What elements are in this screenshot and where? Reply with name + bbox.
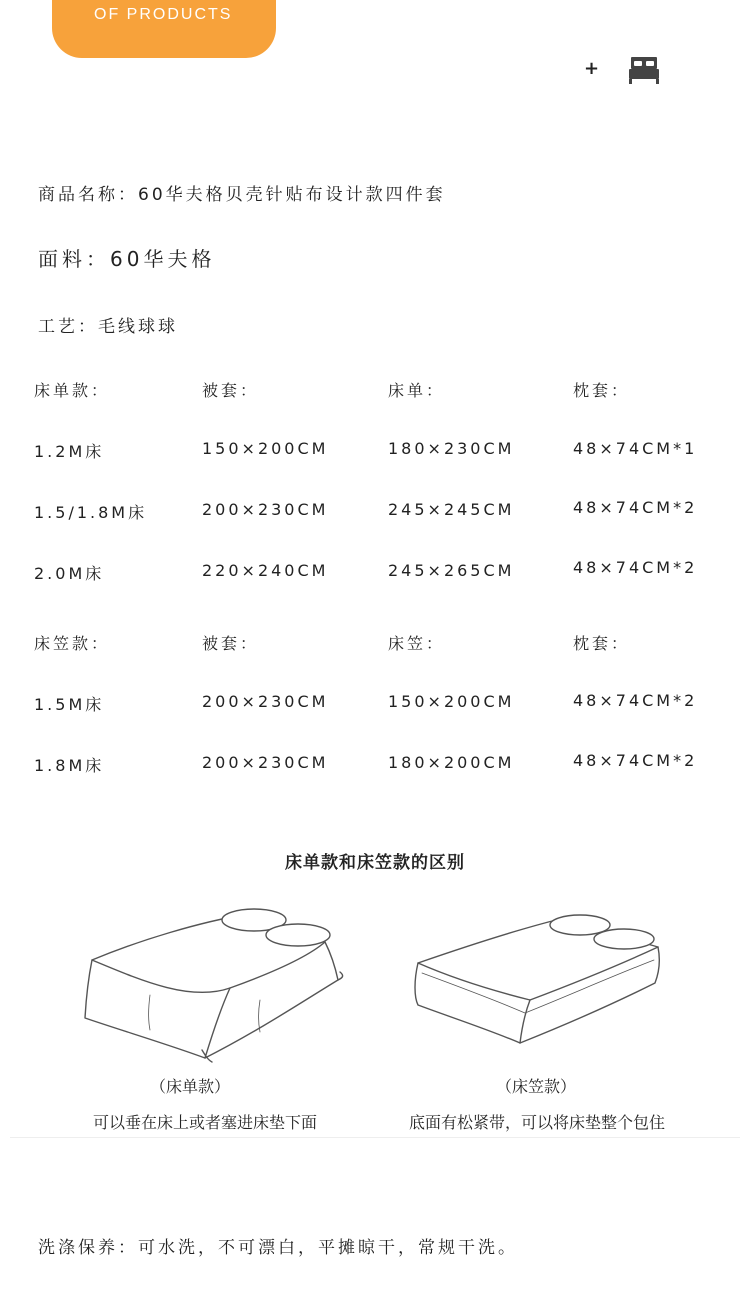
table-cell: 200×230CM	[202, 692, 329, 711]
table-header: 被套：	[202, 381, 260, 400]
table-cell: 2.0M床	[34, 564, 105, 583]
table-cell: 220×240CM	[202, 561, 329, 580]
table-cell: 48×74CM*2	[573, 558, 698, 577]
table-header: 床笠：	[388, 634, 446, 653]
table-cell: 1.8M床	[34, 756, 105, 775]
table-header: 床笠款：	[34, 634, 111, 653]
products-banner	[52, 0, 276, 58]
fabric-info: 面料：60华夫格	[38, 247, 216, 271]
divider	[10, 1137, 740, 1138]
table-cell: 48×74CM*2	[573, 751, 698, 770]
table-cell: 1.5M床	[34, 695, 105, 714]
fitted-sheet-illustration	[410, 905, 670, 1055]
table-header: 床单款：	[34, 381, 111, 400]
care-instructions: 洗涤保养：可水洗，不可漂白，平摊晾干，常规干洗。	[38, 1238, 518, 1258]
plus-icon: +	[584, 58, 600, 79]
table-cell: 48×74CM*2	[573, 498, 698, 517]
sheet-caption: （床单款）	[149, 1077, 230, 1096]
table-cell: 150×200CM	[202, 439, 329, 458]
fitted-description: 底面有松紧带，可以将床垫整个包住	[408, 1113, 665, 1132]
table-cell: 48×74CM*1	[573, 439, 698, 458]
fitted-caption: （床笠款）	[495, 1077, 576, 1096]
table-cell: 48×74CM*2	[573, 691, 698, 710]
table-cell: 1.2M床	[34, 442, 105, 461]
table-header: 床单：	[388, 381, 446, 400]
table-cell: 1.5/1.8M床	[34, 503, 148, 522]
table-cell: 150×200CM	[388, 692, 515, 711]
flat-sheet-illustration	[80, 900, 350, 1070]
difference-title: 床单款和床笠款的区别	[285, 853, 465, 873]
table-cell: 245×245CM	[388, 500, 515, 519]
table-cell: 245×265CM	[388, 561, 515, 580]
table-cell: 180×230CM	[388, 439, 515, 458]
table-header: 被套：	[202, 634, 260, 653]
table-cell: 200×230CM	[202, 753, 329, 772]
table-cell: 200×230CM	[202, 500, 329, 519]
table-header: 枕套：	[573, 381, 631, 400]
bed-icon	[628, 55, 660, 85]
craft-info: 工艺：毛线球球	[38, 317, 178, 337]
sheet-description: 可以垂在床上或者塞进床垫下面	[92, 1113, 317, 1132]
table-header: 枕套：	[573, 634, 631, 653]
product-name: 商品名称：60华夫格贝壳针贴布设计款四件套	[38, 185, 446, 205]
table-cell: 180×200CM	[388, 753, 515, 772]
banner-text: OF PRODUCTS	[94, 6, 233, 23]
